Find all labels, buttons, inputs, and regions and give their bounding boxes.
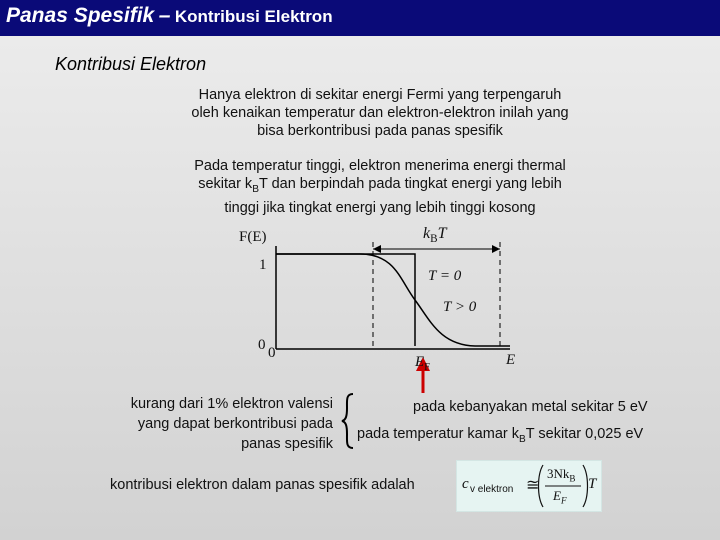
text-fragment: sekitar k xyxy=(198,176,253,192)
paragraph-line: bisa berkontribusi pada panas spesifik xyxy=(257,123,503,139)
text-fragment: T sekitar 0,025 eV xyxy=(525,426,644,442)
e-symbol: E xyxy=(415,354,425,370)
specific-heat-formula xyxy=(456,460,602,512)
y-tick-zero: 0 xyxy=(258,337,266,353)
subscript: B xyxy=(519,433,526,445)
conclusion-text: kontribusi elektron dalam panas spesifik adalah xyxy=(110,477,415,493)
paragraph-line: oleh kenaikan temperatur dan elektron-elektron inilah yang xyxy=(191,105,569,121)
formula-brackets xyxy=(457,461,601,511)
text-fragment: 3Nk xyxy=(547,466,570,481)
formula-c: c xyxy=(462,476,469,492)
formula-approx: ≅ xyxy=(526,477,540,494)
formula-c-subscript: v elektron xyxy=(470,484,514,495)
subscript: B xyxy=(252,183,259,195)
slide-title: Panas Spesifik xyxy=(6,4,155,27)
k-symbol: k xyxy=(423,225,431,242)
paragraph-line: Pada temperatur tinggi, elektron menerima energi thermal xyxy=(194,158,566,174)
paragraph-line: Hanya elektron di sekitar energi Fermi yang terpengaruh xyxy=(198,87,562,103)
x-axis-label: E xyxy=(506,352,516,368)
slide-subtitle: Kontribusi Elektron xyxy=(174,7,333,26)
section-heading: Kontribusi Elektron xyxy=(55,54,207,74)
formula-t: T xyxy=(588,476,597,492)
title-separator: – xyxy=(158,4,171,27)
kbt-arrowhead-right xyxy=(492,245,500,253)
text-fragment: E xyxy=(553,488,561,503)
subscript: F xyxy=(560,495,567,506)
curve-label-t0: T = 0 xyxy=(428,268,462,284)
curve-label-tpos: T > 0 xyxy=(443,299,477,315)
subscript: F xyxy=(424,362,431,373)
kbt-arrowhead-left xyxy=(373,245,381,253)
paragraph-line: tinggi jika tingkat energi yang lebih tinggi kosong xyxy=(224,199,536,216)
x-tick-zero: 0 xyxy=(268,345,276,361)
note-line: kurang dari 1% elektron valensi xyxy=(130,396,333,412)
text-fragment: T dan berpindah pada tingkat energi yang lebih xyxy=(258,176,562,192)
note-line: panas spesifik xyxy=(241,436,333,452)
t-symbol: T xyxy=(437,225,447,242)
subscript: B xyxy=(430,233,438,246)
curly-brace xyxy=(340,392,356,450)
y-tick-one: 1 xyxy=(259,257,267,273)
text-fragment: pada temperatur kamar k xyxy=(357,426,519,442)
subscript: B xyxy=(569,473,576,484)
fermi-energy-label xyxy=(415,354,430,373)
formula-numerator xyxy=(547,466,575,484)
formula-denominator xyxy=(553,488,567,506)
note-metal-energy: pada kebanyakan metal sekitar 5 eV xyxy=(413,399,648,415)
note-valence-electrons xyxy=(80,394,333,454)
y-axis-label: F(E) xyxy=(239,229,267,245)
kbt-width-label xyxy=(423,225,446,245)
note-room-temperature xyxy=(357,426,643,445)
note-line: yang dapat berkontribusi pada xyxy=(137,416,333,432)
